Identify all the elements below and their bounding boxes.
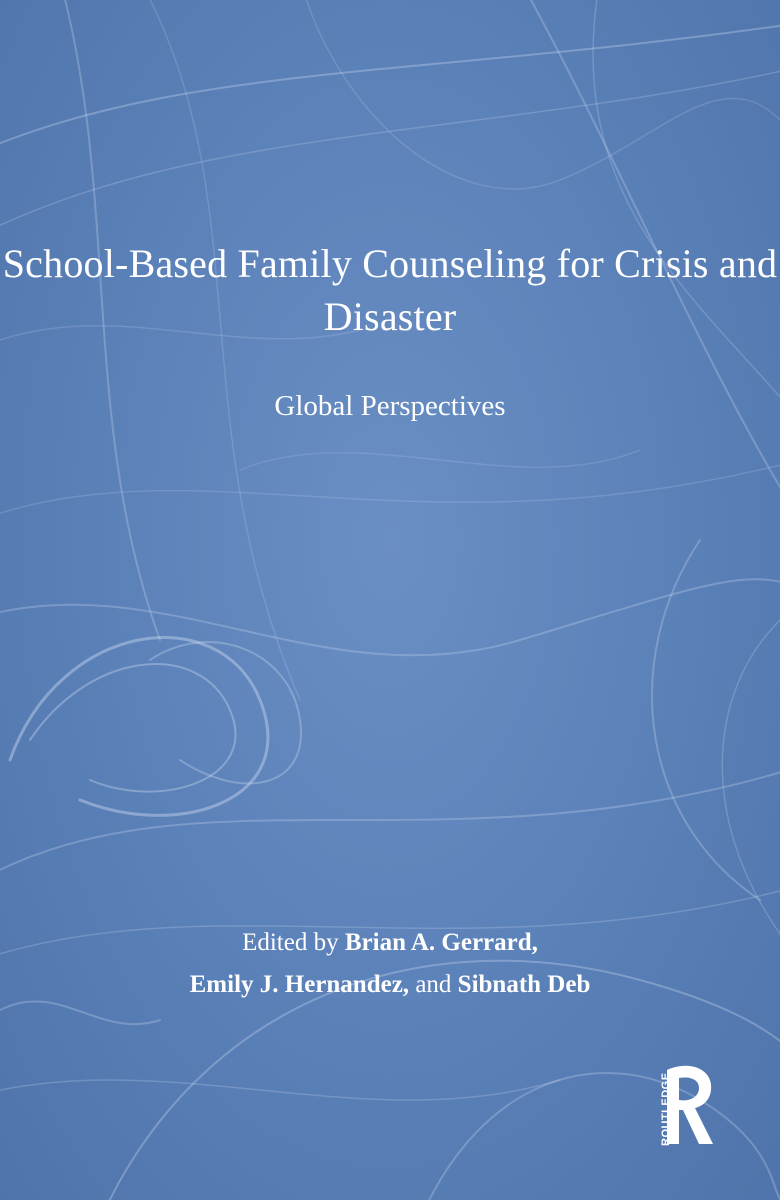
editors-conjunction: and <box>415 971 452 998</box>
editor-name-1: Brian A. Gerrard, <box>344 929 538 956</box>
editors-line-1 <box>0 922 780 964</box>
publisher-name: ROUTLEDGE <box>660 1072 672 1146</box>
editors-prefix: Edited by <box>242 929 339 956</box>
editor-name-3: Sibnath Deb <box>457 971 591 998</box>
book-subtitle: Global Perspectives <box>274 390 506 422</box>
editor-name-2: Emily J. Hernandez, <box>189 971 410 998</box>
routledge-wordmark <box>650 1066 676 1148</box>
editors-line-2 <box>0 964 780 1006</box>
book-title: School-Based Family Counseling for Crisis and Disaster <box>2 240 778 339</box>
editors-credit <box>0 922 780 1006</box>
